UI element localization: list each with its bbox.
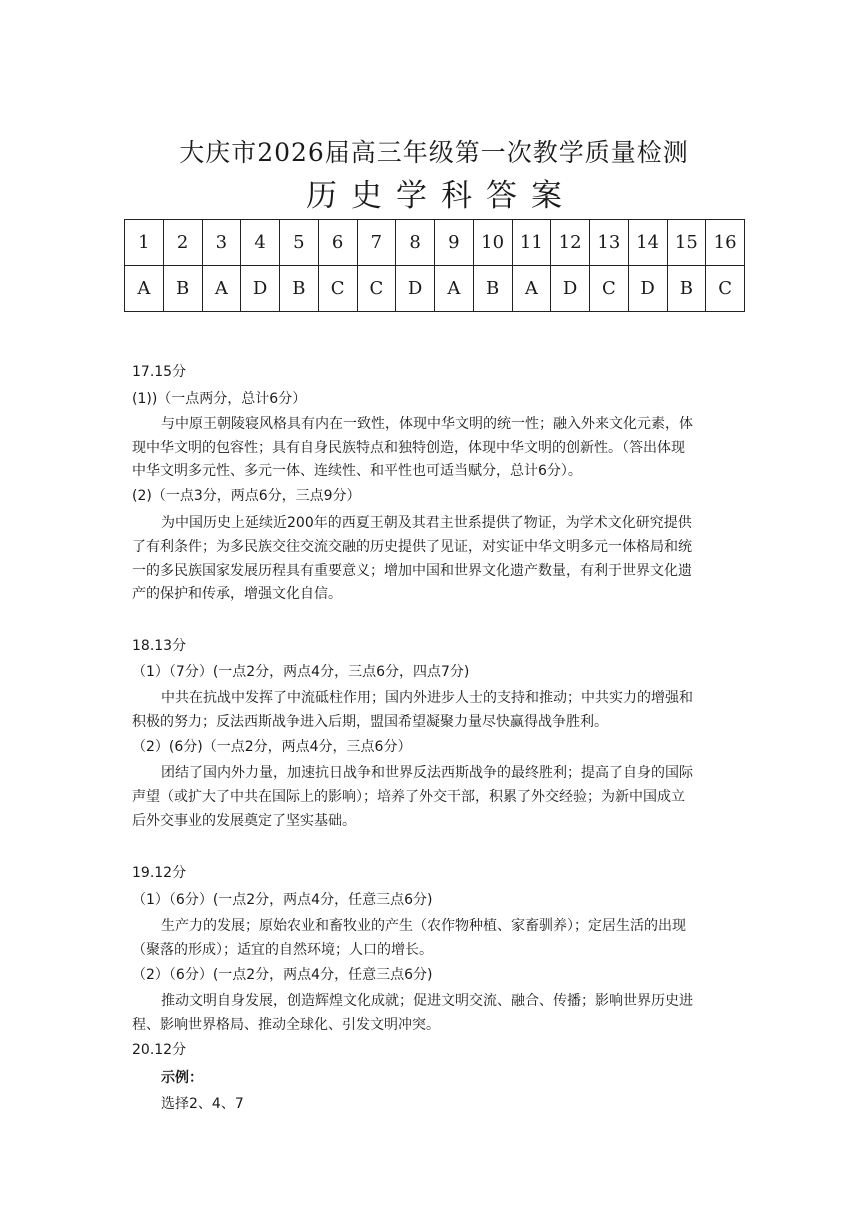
answer-cell: D xyxy=(241,266,280,312)
exam-title: 大庆市2026届高三年级第一次教学质量检测 xyxy=(179,138,689,167)
q17-part1-label: (1))（一点两分，总计6分） xyxy=(132,391,307,407)
question-number: 2 xyxy=(163,220,202,266)
answer-row xyxy=(125,266,745,312)
answer-cell: D xyxy=(396,266,435,312)
question-number: 11 xyxy=(512,220,551,266)
question-number: 4 xyxy=(241,220,280,266)
answer-cell: B xyxy=(163,266,202,312)
answer-subtitle: 历史学科答案 xyxy=(306,178,576,214)
q17-part2-line: 产的保护和传承，增强文化自信。 xyxy=(132,586,342,602)
question-number: 14 xyxy=(628,220,667,266)
answer-cell: A xyxy=(202,266,241,312)
q18-part1-line: 积极的努力；反法西斯战争进入后期，盟国希望凝聚力量尽快赢得战争胜利。 xyxy=(132,714,608,730)
q20-example-label: 示例： xyxy=(161,1070,203,1086)
q18-part2-line: 声望（或扩大了中共在国际上的影响）；培养了外交干部，积累了外交经验；为新中国成立 xyxy=(132,789,685,805)
answer-cell: B xyxy=(280,266,319,312)
question-number: 15 xyxy=(667,220,706,266)
q19-part2-line: 推动文明自身发展，创造辉煌文化成就；促进文明交流、融合、传播；影响世界历史进 xyxy=(161,993,693,1009)
q17-part1-line: 现中华文明的包容性；具有自身民族特点和独特创造，体现中华文明的创新性。（答出体现 xyxy=(132,440,685,456)
q19-part1-label: （1）（6分）(一点2分，两点4分，任意三点6分) xyxy=(132,892,433,908)
answer-cell: A xyxy=(435,266,474,312)
q17-part2-line: 一的多民族国家发展历程具有重要意义；增加中国和世界文化遗产数量，有利于世界文化遗 xyxy=(132,563,692,579)
q17-part1-line: 中华文明多元性、多元一体、连续性、和平性也可适当赋分，总计6分）。 xyxy=(132,463,582,479)
question-number: 5 xyxy=(280,220,319,266)
answer-cell: C xyxy=(318,266,357,312)
q20-heading: 20.12分 xyxy=(132,1042,187,1058)
question-number-row xyxy=(125,220,745,266)
question-number: 7 xyxy=(357,220,396,266)
q19-part1-line: （聚落的形成）；适宜的自然环境；人口的增长。 xyxy=(132,942,433,958)
q18-part2-line: 后外交事业的发展奠定了坚实基础。 xyxy=(132,813,356,829)
q18-heading: 18.13分 xyxy=(132,638,187,654)
question-number: 16 xyxy=(706,220,745,266)
q18-part1-label: （1）（7分）(一点2分，两点4分，三点6分，四点7分) xyxy=(132,664,470,680)
question-number: 12 xyxy=(551,220,590,266)
question-number: 13 xyxy=(590,220,629,266)
answer-cell: C xyxy=(357,266,396,312)
q18-part2-label: （2）(6分)（一点2分，两点4分，三点6分） xyxy=(132,739,412,755)
q17-part2-line: 了有利条件；为多民族交往交流交融的历史提供了见证，对实证中华文明多元一体格局和统 xyxy=(132,539,692,555)
answer-cell: D xyxy=(551,266,590,312)
question-number: 6 xyxy=(318,220,357,266)
q18-part2-line: 团结了国内外力量，加速抗日战争和世界反法西斯战争的最终胜利；提高了自身的国际 xyxy=(161,765,693,781)
q19-part2-line: 程、影响世界格局、推动全球化、引发文明冲突。 xyxy=(132,1017,440,1033)
question-number: 3 xyxy=(202,220,241,266)
q17-heading: 17.15分 xyxy=(132,364,187,380)
q17-part2-label: (2)（一点3分，两点6分，三点9分） xyxy=(132,488,361,504)
q18-part1-line: 中共在抗战中发挥了中流砥柱作用；国内外进步人士的支持和推动；中共实力的增强和 xyxy=(161,690,693,706)
q19-part2-label: （2）（6分）(一点2分，两点4分，任意三点6分) xyxy=(132,967,433,983)
q20-choice: 选择2、4、7 xyxy=(161,1096,244,1112)
answer-table xyxy=(124,219,745,312)
question-number: 8 xyxy=(396,220,435,266)
q19-heading: 19.12分 xyxy=(132,865,187,881)
q17-part2-line: 为中国历史上延续近200年的西夏王朝及其君主世系提供了物证，为学术文化研究提供 xyxy=(161,515,692,531)
q19-part1-line: 生产力的发展；原始农业和畜牧业的产生（农作物种植、家畜驯养）；定居生活的出现 xyxy=(161,918,686,934)
answer-cell: C xyxy=(706,266,745,312)
question-number: 9 xyxy=(435,220,474,266)
question-number: 10 xyxy=(473,220,512,266)
q17-part1-line: 与中原王朝陵寝风格具有内在一致性，体现中华文明的统一性；融入外来文化元素，体 xyxy=(161,416,693,432)
answer-cell: A xyxy=(125,266,164,312)
answer-cell: B xyxy=(667,266,706,312)
answer-cell: B xyxy=(473,266,512,312)
question-number: 1 xyxy=(125,220,164,266)
answer-cell: D xyxy=(628,266,667,312)
answer-cell: C xyxy=(590,266,629,312)
answer-cell: A xyxy=(512,266,551,312)
